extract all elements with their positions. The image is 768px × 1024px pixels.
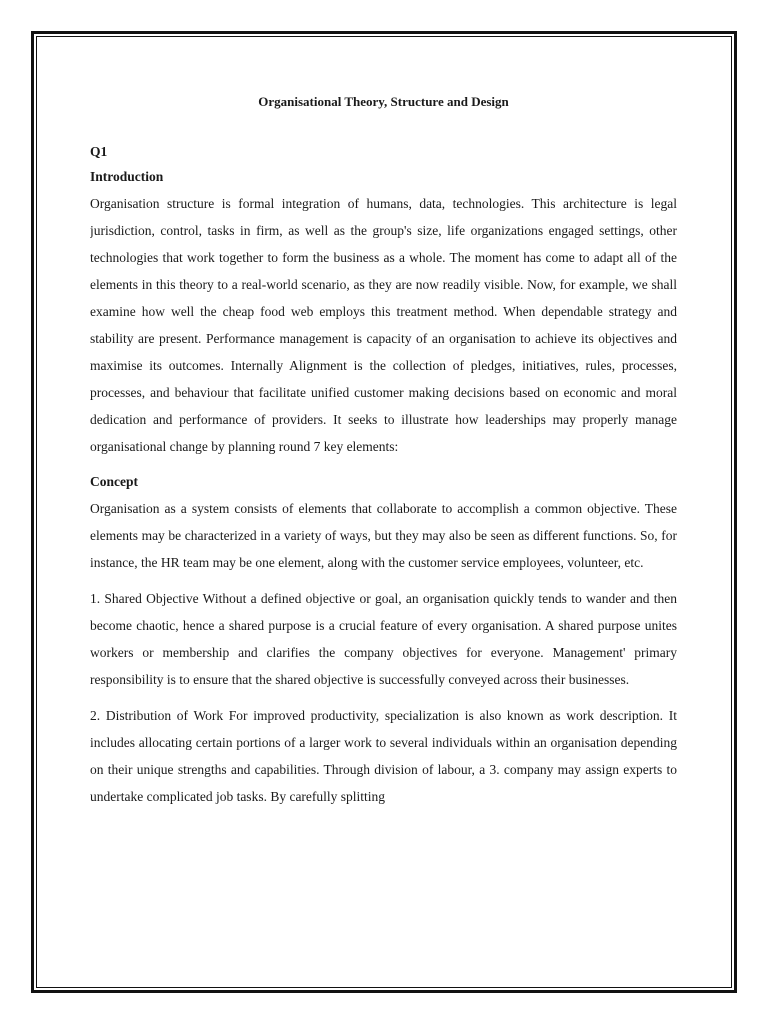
point-shared-objective: 1. Shared Objective Without a defined objective or goal, an organisation quickly tends to wander and then become chaotic, hence a shared purpose is a crucial feature of every organisation. A shared purpose unites workers or membership and clarifies the company objectives for everyone. Management' primary responsibility is to ensure that the shared objective is successfully conveyed across their businesses. xyxy=(90,591,677,687)
question-label: Q1 xyxy=(90,144,108,159)
document-title: Organisational Theory, Structure and Design xyxy=(258,94,509,109)
concept-paragraph: Organisation as a system consists of elements that collaborate to accomplish a common objective. These elements may be characterized in a variety of ways, but they may also be seen as different functions. So, for instance, the HR team may be one element, along with the customer service employees, volunteer, etc. xyxy=(90,501,677,570)
document-content xyxy=(90,88,677,968)
point-distribution-of-work: 2. Distribution of Work For improved productivity, specialization is also known as work description. It includes allocating certain portions of a larger work to several individuals within an organisation depending on their unique strengths and capabilities. Through division of labour, a 3. company may assign experts to undertake complicated job tasks. By carefully splitting xyxy=(90,708,677,804)
concept-heading: Concept xyxy=(90,474,138,489)
introduction-heading: Introduction xyxy=(90,169,164,184)
introduction-paragraph: Organisation structure is formal integration of humans, data, technologies. This architecture is legal jurisdiction, control, tasks in firm, as well as the group's size, life organizations engaged settings, other technologies that work together to form the business as a whole. The moment has come to adapt all of the elements in this theory to a real-world scenario, as they are now readily visible. Now, for example, we shall examine how well the cheap food web employs this treatment method. When dependable strategy and stability are present. Performance management is capacity of an organisation to achieve its objectives and maximise its outcomes. Internally Alignment is the collection of pledges, initiatives, rules, processes, processes, and behaviour that facilitate unified customer making decisions based on economic and moral dedication and performance of providers. It seeks to illustrate how leaderships may properly manage organisational change by planning round 7 key elements: xyxy=(90,196,677,454)
